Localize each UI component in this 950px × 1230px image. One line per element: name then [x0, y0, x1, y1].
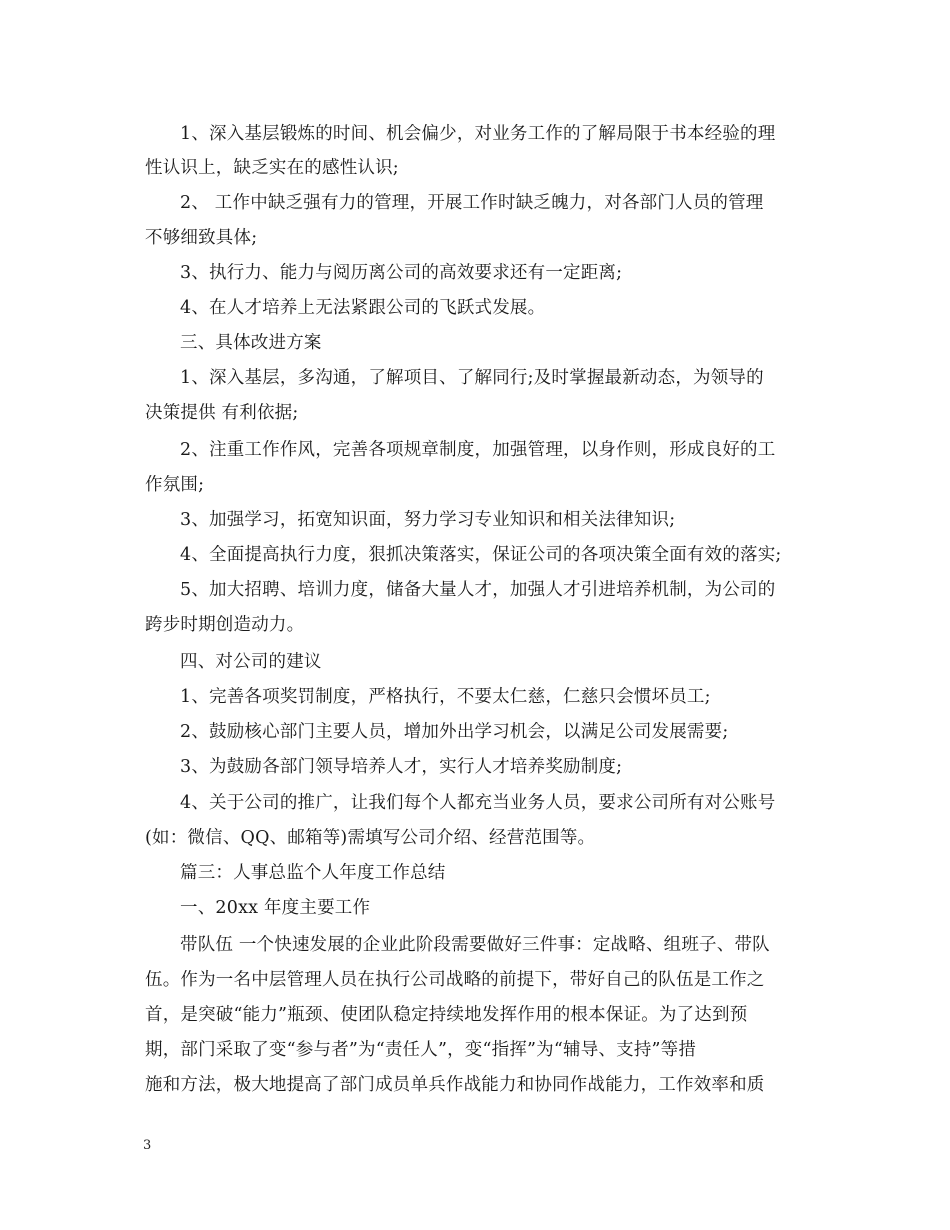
text-line: 1、深入基层锻炼的时间、机会偏少，对业务工作的了解局限于书本经验的理 [180, 124, 776, 144]
text-line: 3、加强学习，拓宽知识面，努力学习专业知识和相关法律知识; [180, 510, 676, 530]
page-number: 3 [143, 1138, 152, 1153]
text-line: 期，部门采取了变“参与者”为“责任人”，变“指挥”为“辅导、支持”等措 [145, 1040, 697, 1060]
text-line: 1、深入基层，多沟通，了解项目、了解同行;及时掌握最新动态，为领导的 [180, 368, 764, 388]
text-line: 2、 工作中缺乏强有力的管理，开展工作时缺乏魄力，对各部门人员的管理 [180, 193, 764, 213]
text-line: (如：微信、QQ、邮箱等)需填写公司介绍、经营范围等。 [145, 828, 596, 848]
text-line: 4、在人才培养上无法紧跟公司的飞跃式发展。 [180, 298, 546, 318]
text-line: 4、全面提高执行力度，狠抓决策落实，保证公司的各项决策全面有效的落实; [180, 545, 782, 565]
text-line: 3、为鼓励各部门领导培养人才，实行人才培养奖励制度; [180, 757, 623, 777]
section-heading: 一、20xx 年度主要工作 [180, 898, 371, 918]
text-line: 2、注重工作作风，完善各项规章制度，加强管理，以身作则，形成良好的工 [180, 440, 776, 460]
text-line: 首，是突破“能力”瓶颈、使团队稳定持续地发挥作用的根本保证。为了达到预 [145, 1005, 748, 1025]
text-line: 伍。作为一名中层管理人员在执行公司战略的前提下，带好自己的队伍是工作之 [145, 970, 765, 990]
text-line: 1、完善各项奖罚制度，严格执行，不要太仁慈，仁慈只会惯坏员工; [180, 687, 711, 707]
text-line: 跨步时期创造动力。 [145, 615, 305, 635]
text-line: 性认识上，缺乏实在的感性认识; [145, 158, 399, 178]
text-line: 5、加大招聘、培训力度，储备大量人才，加强人才引进培养机制，为公司的 [180, 580, 776, 600]
text-line: 带队伍 一个快速发展的企业此阶段需要做好三件事：定战略、组班子、带队 [180, 935, 770, 955]
section-heading: 篇三：人事总监个人年度工作总结 [180, 863, 446, 883]
text-line: 4、关于公司的推广，让我们每个人都充当业务人员，要求公司所有对公账号 [180, 793, 776, 813]
text-line: 施和方法，极大地提高了部门成员单兵作战能力和协同作战能力，工作效率和质 [145, 1075, 765, 1095]
text-line: 3、执行力、能力与阅历离公司的高效要求还有一定距离; [180, 263, 623, 283]
text-line: 不够细致具体; [145, 228, 258, 248]
text-line: 2、鼓励核心部门主要人员，增加外出学习机会，以满足公司发展需要; [180, 722, 729, 742]
section-heading: 三、具体改进方案 [180, 333, 322, 353]
section-heading: 四、对公司的建议 [180, 652, 322, 672]
text-line: 决策提供 有利依据; [145, 403, 299, 423]
text-line: 作氛围; [145, 475, 205, 495]
